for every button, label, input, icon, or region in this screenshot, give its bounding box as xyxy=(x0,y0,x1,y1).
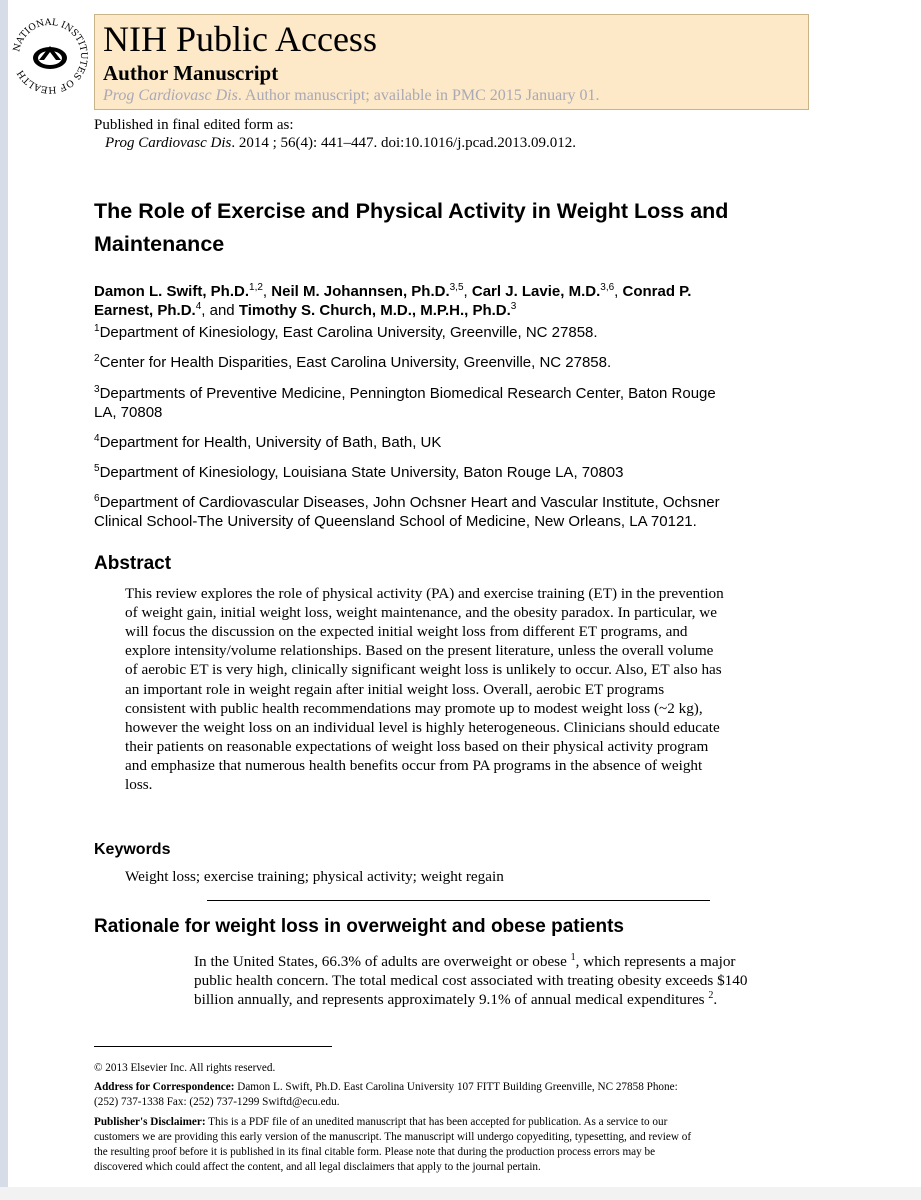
disclaimer-cont: discovered which could affect the content, and all legal disclaimers that apply to the journal pertain. xyxy=(94,1161,541,1173)
affiliation-cont: LA, 70808 xyxy=(94,404,163,421)
affiliation: $^2$Center for Health Disparities, East Carolina University, Greenville, NC 27858. xyxy=(94,353,612,371)
article-title-line-1: The Role of Exercise and Physical Activity in Weight Loss and xyxy=(94,199,729,223)
banner-subtitle: Author Manuscript xyxy=(103,61,279,85)
affiliation: $^4$Department for Health, University of Bath, Bath, UK xyxy=(94,433,442,451)
disclaimer: Publisher's Disclaimer: This is a PDF file of an unedited manuscript that has been accepted for publication. As a service to our xyxy=(94,1116,668,1128)
author-name: Timothy S. Church, M.D., M.P.H., Ph.D. xyxy=(238,302,511,319)
affiliation: $^3$Departments of Preventive Medicine, Pennington Biomedical Research Center, Baton Rouge xyxy=(94,384,716,402)
affiliation: $^6$Department of Cardiovascular Diseases, John Ochsner Heart and Vascular Institute, Ochsner xyxy=(94,493,720,511)
correspondence: Address for Correspondence: Damon L. Swift, Ph.D. East Carolina University 107 FITT Building Greenville, NC 27858 Phone: xyxy=(94,1081,678,1093)
nih-logo-icon xyxy=(10,16,90,96)
copyright: © 2013 Elsevier Inc. All rights reserved. xyxy=(94,1062,276,1074)
disclaimer-cont: the resulting proof before it is published in its final citable form. Please note that during the production process errors may be xyxy=(94,1146,656,1158)
banner-journal: Prog Cardiovasc Dis xyxy=(103,87,238,104)
citation xyxy=(105,135,576,152)
citation-journal: Prog Cardiovasc Dis xyxy=(105,135,232,151)
disclaimer-cont: customers we are providing this early version of the manuscript. The manuscript will undergo copyediting, typesetting, and review of xyxy=(94,1131,692,1143)
abstract-line: an important role in weight regain after initial weight loss. Overall, aerobic ET programs xyxy=(125,681,665,698)
affiliation-cont: Clinical School-The University of Queensland School of Medicine, New Orleans, LA 70121. xyxy=(94,513,697,530)
authors-line-2: Earnest, Ph.D.$^4$, and Timothy S. Church, M.D., M.P.H., Ph.D.$^3$ xyxy=(94,301,517,319)
left-margin-rule xyxy=(0,0,8,1200)
keywords-text: Weight loss; exercise training; physical activity; weight regain xyxy=(125,868,504,885)
banner-title: NIH Public Access xyxy=(103,19,377,59)
abstract-line: of aerobic ET is very high, clinically significant weight loss is unlikely to occur. Also, ET also has xyxy=(125,661,722,678)
section-heading: Rationale for weight loss in overweight and obese patients xyxy=(94,916,624,937)
author-name: Carl J. Lavie, M.D. xyxy=(471,283,601,300)
author-affil-sup: 1,2 xyxy=(249,282,263,293)
abstract-line: and emphasize that numerous health benefits occur from PA programs in the absence of weight xyxy=(125,757,703,774)
body-line: In the United States, 66.3% of adults are overweight or obese $^1$, which represents a major xyxy=(194,951,736,970)
abstract-line: their patients on reasonable expectations of weight loss based on their physical activity program xyxy=(125,738,709,755)
affiliation: $^5$Department of Kinesiology, Louisiana State University, Baton Rouge LA, 70803 xyxy=(94,463,624,481)
banner-availability-text: . Author manuscript; available in PMC 2015 January 01. xyxy=(237,87,600,104)
article-title-line-2: Maintenance xyxy=(94,232,225,256)
abstract-line: consistent with public health recommendations may promote up to modest weight loss (~2 kg), xyxy=(125,700,703,717)
author-name: Damon L. Swift, Ph.D. xyxy=(94,283,250,300)
keywords-heading: Keywords xyxy=(94,841,171,858)
published-label: Published in final edited form as: xyxy=(94,117,294,133)
abstract-line: loss. xyxy=(125,776,153,793)
citation-details: . 2014 ; 56(4): 441–447. doi:10.1016/j.pcad.2013.09.012. xyxy=(231,135,576,151)
nih-banner xyxy=(94,14,809,110)
correspondence-cont: (252) 737-1338 Fax: (252) 737-1299 Swiftd@ecu.edu. xyxy=(94,1096,340,1108)
abstract-line: explore intensity/volume relationships. Based on the present literature, unless the overall volume xyxy=(125,642,714,659)
body-line: billion annually, and represents approximately 9.1% of annual medical expenditures $^2$. xyxy=(194,989,718,1008)
author-affil-sup: 4 xyxy=(195,301,202,312)
abstract-line: This review explores the role of physical activity (PA) and exercise training (ET) in the prevention xyxy=(125,585,724,602)
abstract-line: however the weight loss on an individual level is highly heterogeneous. Clinicians should educate xyxy=(125,719,720,736)
affiliation: $^1$Department of Kinesiology, East Carolina University, Greenville, NC 27858. xyxy=(94,323,598,341)
author-name: Neil M. Johannsen, Ph.D. xyxy=(271,283,450,300)
footnote-divider xyxy=(94,1046,332,1047)
abstract-heading: Abstract xyxy=(94,553,172,574)
author-affil-sup: 3,6 xyxy=(600,282,615,293)
abstract-line: will focus the discussion on the expected initial weight loss from different ET programs, and xyxy=(125,623,688,640)
citation-sup: 1 xyxy=(570,951,576,963)
banner-availability xyxy=(103,87,600,105)
logo-ring-text: NATIONAL INSTITUTES OF HEALTH xyxy=(11,16,90,96)
abstract-line: of weight gain, initial weight loss, weight maintenance, and the obesity paradox. In particular, we xyxy=(125,604,717,621)
section-divider xyxy=(207,900,710,901)
citation-sup: 2 xyxy=(708,989,714,1001)
authors-line-1: Damon L. Swift, Ph.D.$^{1,2}$, Neil M. Johannsen, Ph.D.$^{3,5}$, Carl J. Lavie, M.D.$^{3,6}$, Conrad P. xyxy=(94,282,692,300)
author-affil-sup: 3 xyxy=(510,301,517,312)
body-line: public health concern. The total medical cost associated with treating obesity exceeds $140 xyxy=(194,972,748,989)
page-bottom-edge xyxy=(0,1187,921,1200)
authors-and: and xyxy=(209,302,235,319)
author-affil-sup: 3,5 xyxy=(449,282,464,293)
